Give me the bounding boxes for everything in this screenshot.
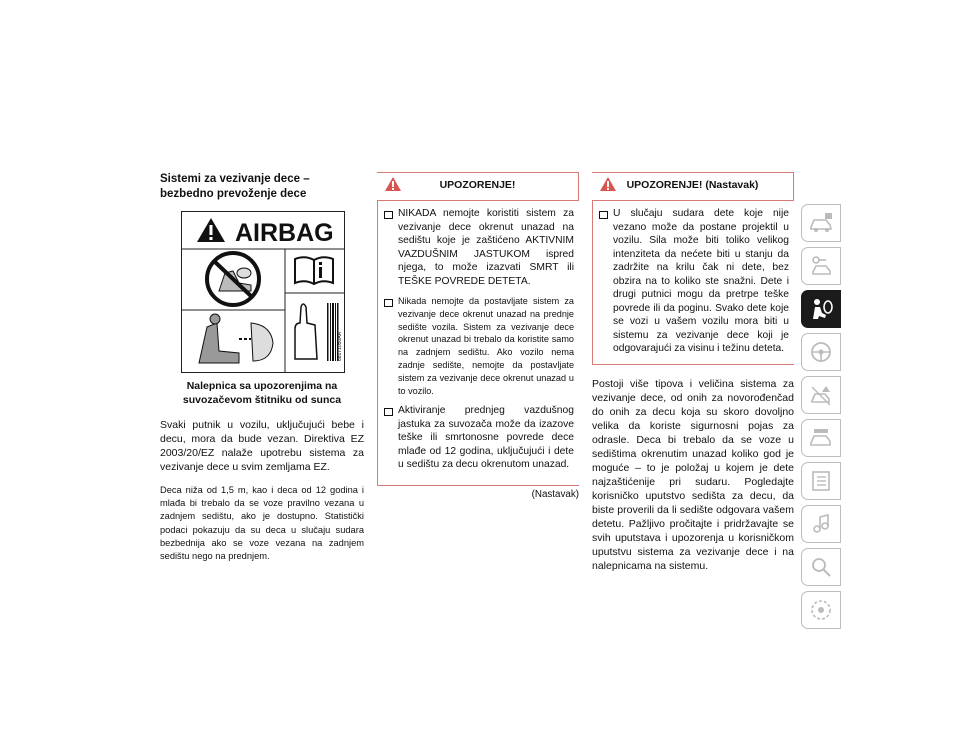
no-child-seat-icon	[207, 253, 259, 305]
left-column	[160, 172, 364, 573]
warning-item	[599, 207, 789, 356]
section-title: Sistemi za vezivanje dece – bezbedno prevoženje dece	[160, 173, 310, 200]
warning-title: UPOZORENJE! (Nastavak)	[626, 179, 759, 191]
warning-body	[593, 201, 794, 364]
warning-box-continued	[592, 172, 794, 365]
car-service-icon	[808, 426, 834, 450]
warning-item	[384, 207, 574, 288]
warning-body	[378, 201, 579, 485]
checklist-icon	[808, 469, 834, 493]
tab-service[interactable]	[801, 419, 841, 457]
tab-languages[interactable]	[801, 591, 841, 629]
tab-specifications[interactable]	[801, 462, 841, 500]
airbag-warning-label-figure	[181, 211, 345, 373]
tab-keys[interactable]	[801, 247, 841, 285]
paragraph-seat-types: Postoji više tipova i veličina sistema za vezivanje dece, od onih za novorođenčad do onih za decu koja su skoro dovoljno velika da koriste sigurnosni pojas za odrasle. Deca bi trebalo da se voze u sedištima okrenutim unazad koliko god je moguće – to je položaj u kojem je dete najzaštićenije pri sudaru. Pogledajte korisničko uputstvo sedišta za decu, da biste proverili da li sedište odgovara vašem detetu. Pažljivo pročitajte i pridržavajte se svih uputstava i upozorenja u korisničkom uputstvu sistema za vezivanje dece i na nalepnicama na sistemu.	[592, 377, 794, 572]
language-icon	[808, 598, 834, 622]
car-info-icon	[808, 211, 834, 235]
bullet-square-icon	[384, 299, 393, 307]
warning-item	[384, 404, 574, 472]
part-code-text: 68171050AA	[337, 332, 343, 361]
tab-safety[interactable]	[801, 290, 841, 328]
manual-book-icon	[295, 257, 333, 284]
bullet-square-icon	[384, 408, 393, 416]
airbag-person-icon	[808, 297, 834, 321]
tab-car-info[interactable]	[801, 204, 841, 242]
search-icon	[808, 555, 834, 579]
tab-index[interactable]	[801, 548, 841, 586]
figure-caption: Nalepnica sa upozorenjima na suvozačevom štitniku od sunca	[182, 380, 342, 406]
key-car-icon	[808, 254, 834, 278]
chapter-tabs	[801, 204, 841, 634]
middle-column	[377, 172, 579, 500]
road-car-icon	[808, 383, 834, 407]
warning-item	[384, 295, 574, 397]
tab-multimedia[interactable]	[801, 505, 841, 543]
tab-driving[interactable]	[801, 333, 841, 371]
warning-item-text: Nikada nemojte da postavljate sistem za vezivanje dece okrenut unazad na prednje sedište vozila. Sistem za vezivanje dece okrenut unazad bi trebalo da koristite samo na zadnjem sedištu. Ako vozilo nema zadnje sedište, nemojte da postavljate sistem za vezivanje dece okrenut unazad u to vozilo.	[398, 296, 574, 396]
tab-emergency[interactable]	[801, 376, 841, 414]
paragraph-intro: Svaki putnik u vozilu, uključujući bebe i decu, mora da bude vezan. Direktiva EZ 2003/20/EZ nalaže upotrebu sistema za vezivanje dece u svim zemljama EZ.	[160, 419, 364, 473]
continued-note: (Nastavak)	[531, 488, 579, 500]
warning-item-text: NIKADA nemojte koristiti sistem za vezivanje dece okrenut unazad na sedištu koje je zaštićeno AKTIVNIM VAZDUŠNIM JASTUKOM ispred njega, to može izazvati SMRT ili TEŠKE POVREDE DETETA.	[398, 208, 574, 287]
airbag-label-text: AIRBAG	[235, 219, 334, 247]
right-column	[592, 172, 794, 583]
steering-wheel-icon	[808, 340, 834, 364]
warning-item-text: U slučaju sudara dete koje nije vezano može da postane projektil u vozilu. Sila može biti toliko velikog intenziteta da nećete biti u stanju da zadržite na krilu čak ni dete, bez obzira na to koliko ste snažni. Dete i drugi putnici mogu da pretrpe teške povrede ili da poginu. Svako dete koje se vozi u vašem vozilu mora biti u sistemu za vezivanje dece koji je odgovarajući za visinu i težinu deteta.	[613, 208, 789, 354]
warning-box	[377, 172, 579, 486]
warning-title: UPOZORENJE!	[439, 179, 516, 191]
paragraph-children-height: Deca niža od 1,5 m, kao i deca od 12 godina i mlađa bi trebalo da se voze pravilno vezana u zadnjem sedištu, ako je dostupno. Statistički podaci pokazuju da su deca u slučaju sudara bezbednija ako se voze vezana na zadnjem sedištu nego na prednjem.	[160, 485, 364, 562]
warning-header	[592, 172, 794, 201]
bullet-square-icon	[384, 211, 393, 219]
bullet-square-icon	[599, 211, 608, 219]
music-audio-icon	[808, 512, 834, 536]
warning-item-text: Aktiviranje prednjeg vazdušnog jastuka za suvozača može da izazove teške ili smrtonosne povrede dece mlađe od 12 godina, uključujući i dete u sedištu za decu okrenutom unazad.	[398, 405, 574, 471]
warning-header	[377, 172, 579, 201]
